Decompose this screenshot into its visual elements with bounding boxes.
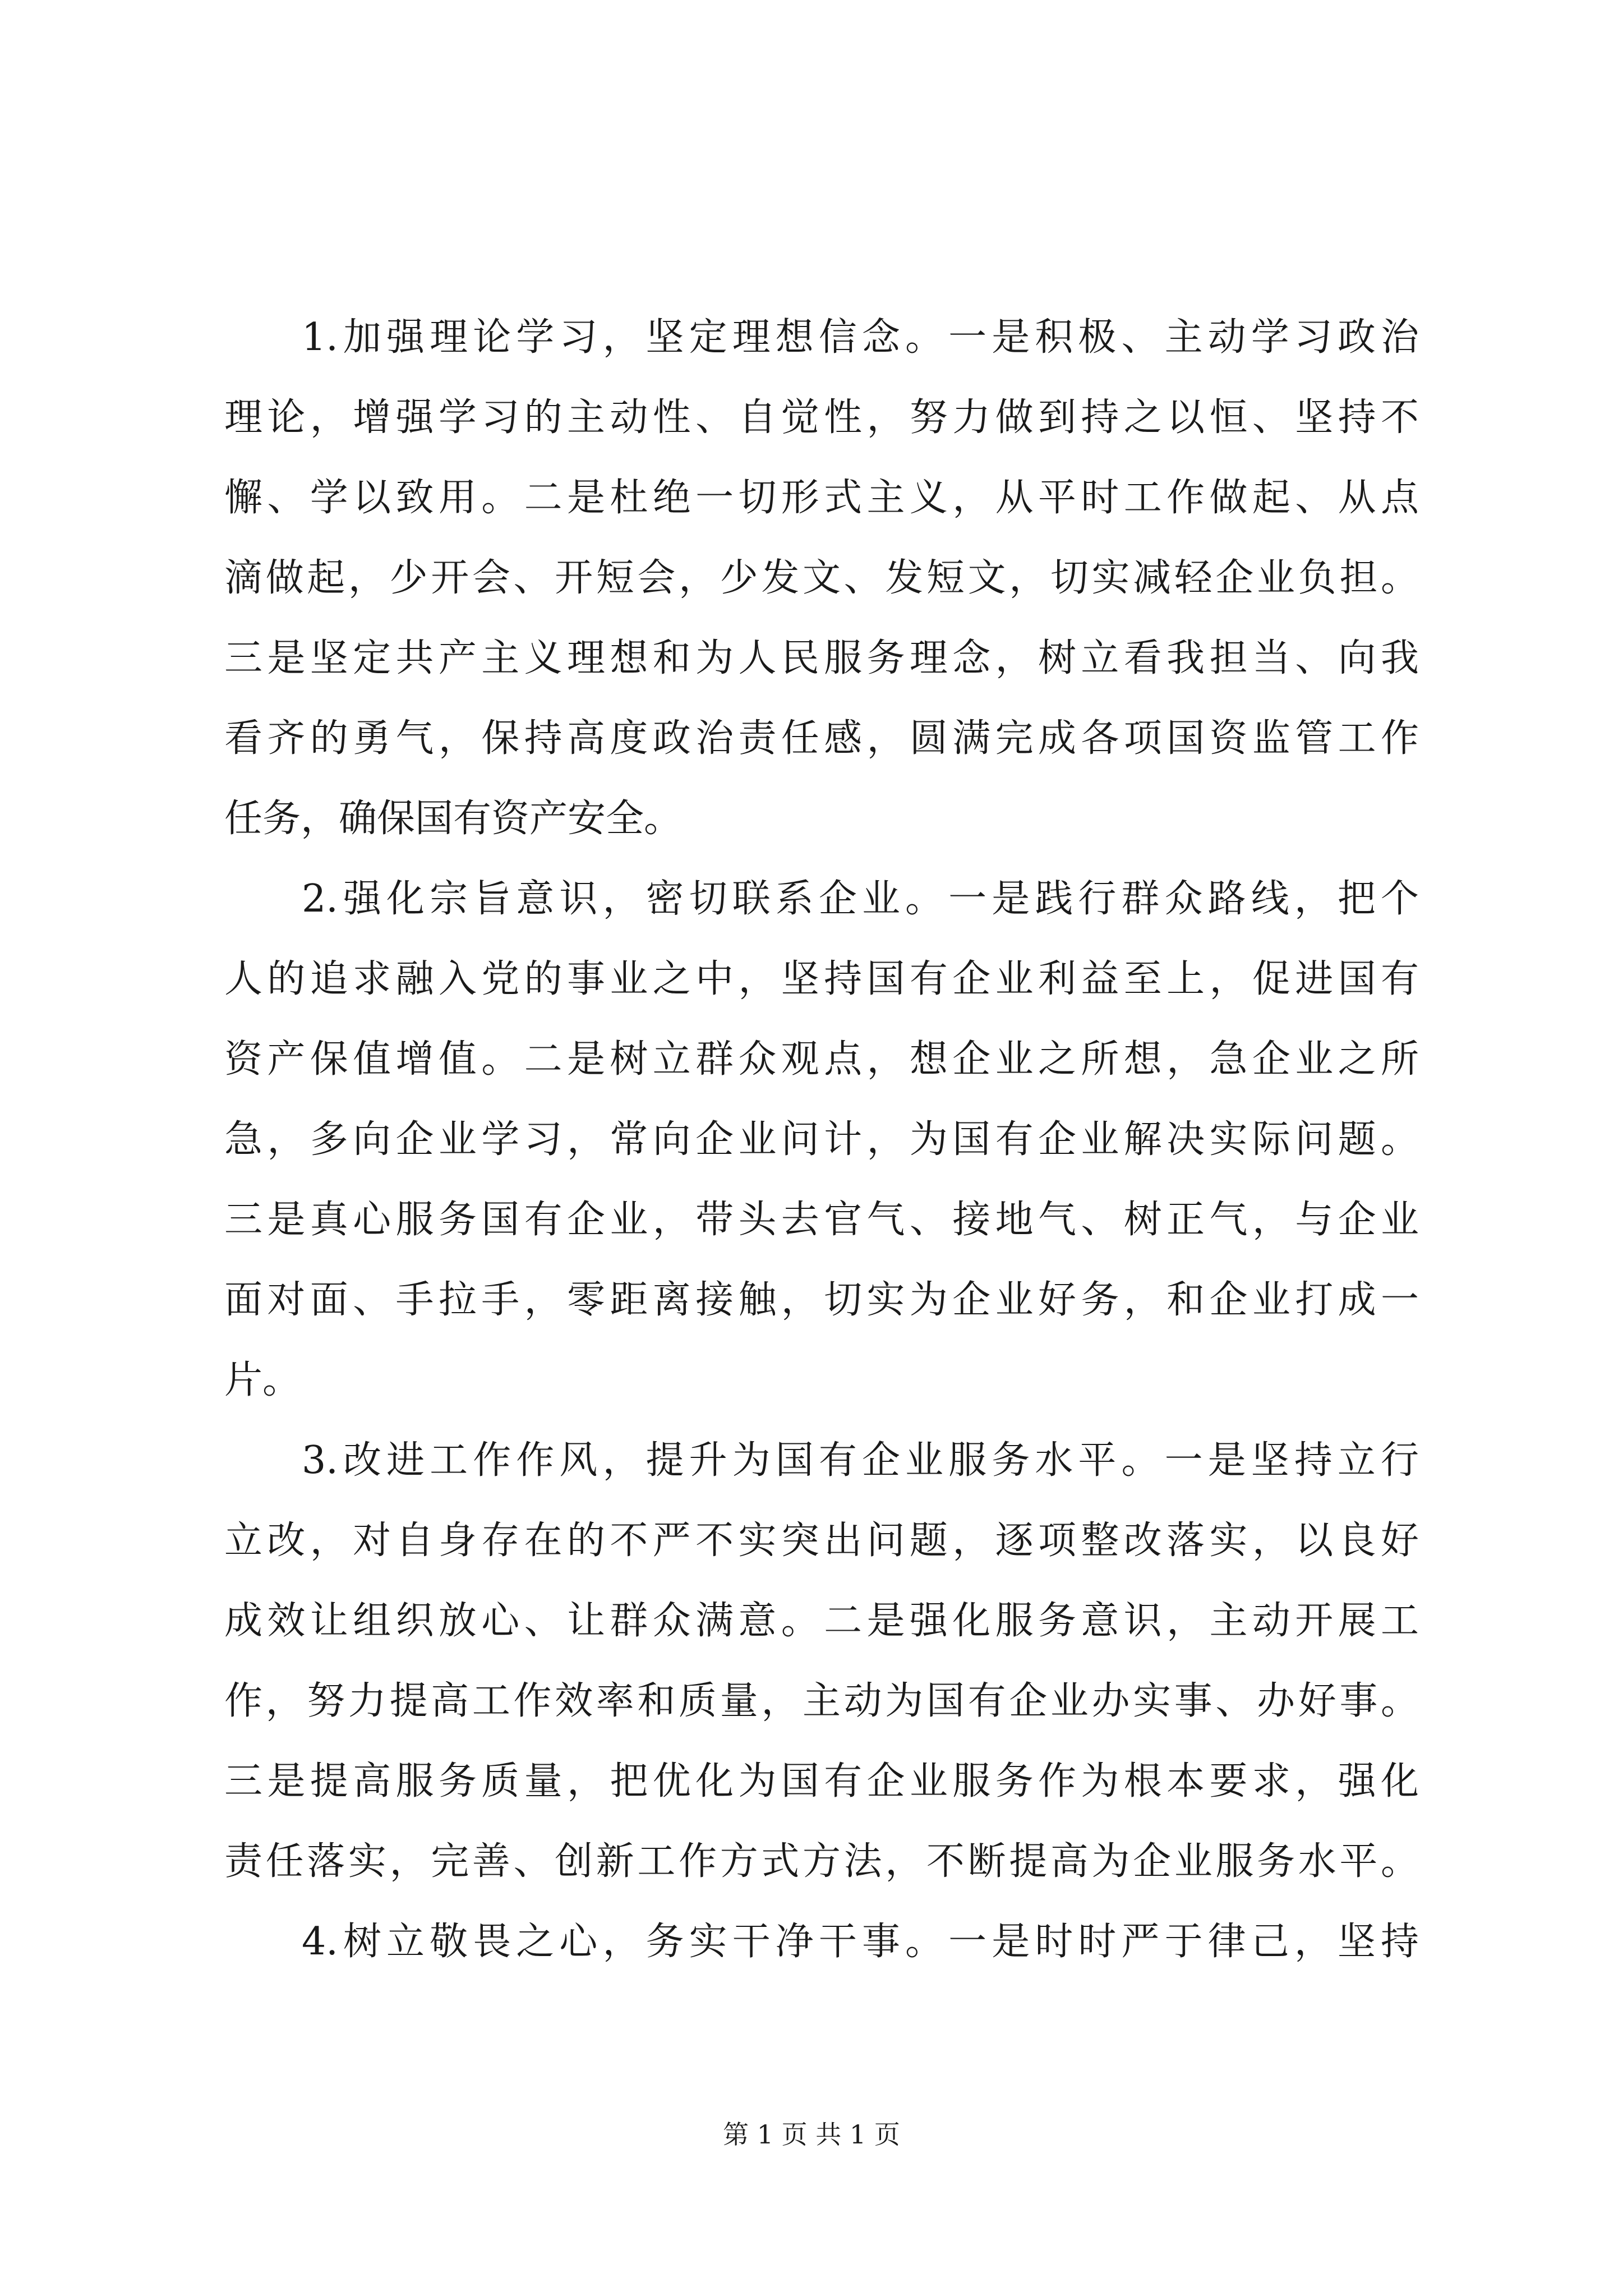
- paragraph-2-line-6: 面对面、手拉手，零距离接触，切实为企业好务，和企业打成一: [224, 1278, 1419, 1322]
- paragraph-1-line-2: 理论，增强学习的主动性、自觉性，努力做到持之以恒、坚持不: [224, 395, 1419, 440]
- paragraph-1-line-3: 懈、学以致用。二是杜绝一切形式主义，从平时工作做起、从点: [224, 476, 1419, 520]
- page-footer: [0, 2118, 1623, 2151]
- paragraph-2-line-1: 2.强化宗旨意识，密切联系企业。一是践行群众路线，把个: [302, 877, 1419, 921]
- paragraph-2-line-3: 资产保值增值。二是树立群众观点，想企业之所想，急企业之所: [224, 1037, 1419, 1082]
- document-body: [224, 297, 1419, 1982]
- paragraph-2-line-4: 急，多向企业学习，常向企业问计，为国有企业解决实际问题。: [224, 1117, 1419, 1162]
- paragraph-3-line-5: 三是提高服务质量，把优化为国有企业服务作为根本要求，强化: [224, 1759, 1419, 1803]
- paragraph-3-line-6: 责任落实，完善、创新工作方式方法，不断提高为企业服务水平。: [224, 1839, 1419, 1884]
- paragraph-1-line-5: 三是坚定共产主义理想和为人民服务理念，树立看我担当、向我: [224, 636, 1419, 680]
- paragraph-2-line-2: 人的追求融入党的事业之中，坚持国有企业利益至上，促进国有: [224, 957, 1419, 1001]
- paragraph-1-line-7: 任务，确保国有资产安全。: [224, 797, 683, 841]
- paragraph-3-line-2: 立改，对自身存在的不严不实突出问题，逐项整改落实，以良好: [224, 1519, 1419, 1563]
- paragraph-4-line-1: 4.树立敬畏之心，务实干净干事。一是时时严于律己，坚持: [302, 1920, 1419, 1964]
- paragraph-1-line-6: 看齐的勇气，保持高度政治责任感，圆满完成各项国资监管工作: [224, 716, 1419, 761]
- paragraph-3-line-4: 作，努力提高工作效率和质量，主动为国有企业办实事、办好事。: [224, 1679, 1419, 1723]
- paragraph-3-line-1: 3.改进工作作风，提升为国有企业服务水平。一是坚持立行: [302, 1438, 1419, 1483]
- paragraph-1-line-1: 1.加强理论学习，坚定理想信念。一是积极、主动学习政治: [302, 315, 1419, 360]
- page-number-label: 第 1 页 共 1 页: [723, 2119, 900, 2150]
- paragraph-2-line-5: 三是真心服务国有企业，带头去官气、接地气、树正气，与企业: [224, 1198, 1419, 1242]
- paragraph-1-line-4: 滴做起，少开会、开短会，少发文、发短文，切实减轻企业负担。: [224, 556, 1419, 600]
- paragraph-2-line-7: 片。: [224, 1358, 301, 1402]
- paragraph-3-line-3: 成效让组织放心、让群众满意。二是强化服务意识，主动开展工: [224, 1599, 1419, 1643]
